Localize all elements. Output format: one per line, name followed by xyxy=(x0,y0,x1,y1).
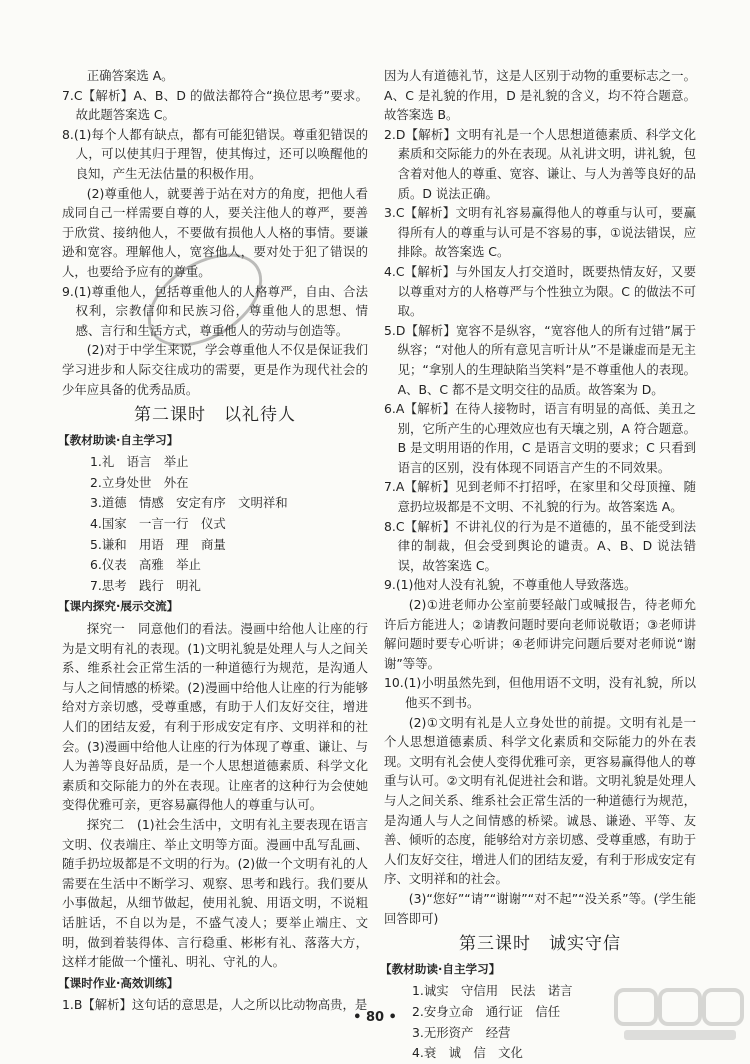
list-item: 1.礼 语言 举止 xyxy=(90,454,189,470)
answer-2: 2.D【解析】文明有礼是一个人思想道德素质、科学文化素质和交际能力的外在表现。从礼讲文明，讲礼貌，包含着对他人的尊重、宽容、谦让、与人为善等良好的品质。D 说法正确。 xyxy=(384,126,696,201)
answer-9-part2: (2)对于中学生来说，学会尊重他人不仅是保证我们学习进步和人际交往成功的需要，更是作为现代社会的少年应具备的优秀品质。 xyxy=(62,342,368,397)
right-continued-answer: 因为人有道德礼节，这是人区别于动物的重要标志之一。A、C 是礼貌的作用，D 是礼貌的含义，均不符合题意。故答案选 B。 xyxy=(384,68,696,123)
lesson-2-title: 第二课时 以礼待人 xyxy=(134,405,296,426)
answer-7: 7.C【解析】A、B、D 的做法都符合“换位思考”要求。故此题答案选 C。 xyxy=(62,87,368,123)
section-self-study: 【教材助读·自主学习】 xyxy=(58,432,179,447)
list-item: 1.诚实 守信用 民法 诺言 xyxy=(412,983,573,999)
self-study-list xyxy=(62,452,368,595)
list-item: 7.思考 践行 明礼 xyxy=(90,577,201,593)
right-column xyxy=(380,66,696,1064)
answer-1: 1.B【解析】这句话的意思是，人之所以比动物高贵，是 xyxy=(62,997,368,1013)
answer-5: 5.D【解析】宽容不是纵容，“宽容他人的所有过错”属于纵容；“对他人的所有意见言听计从”不是谦虚而是无主见；“拿别人的生理缺陷当笑料”是不尊重他人的表现。A、B、C 都不是文明交往的品质。故答案为 D。 xyxy=(384,322,696,397)
answer-8-part1: 8.(1)每个人都有缺点，都有可能犯错误。尊重犯错误的人，可以使其归于理智，使其悔过，还可以唤醒他的良知，产生无法估量的积极作用。 xyxy=(62,126,368,181)
inquiry-2: 探究二 (1)社会生活中，文明有礼主要表现在语言文明、仪表端庄、举止文明等方面。漫画中乱写乱画、随手扔垃圾都是不文明的行为。(2)做一个文明有礼的人需要在生活中不断学习、观察、思考和践行。我们要从小事做起，从细节做起，使用礼貌、用语文明，不说粗话脏话，不自以为是，不盛气凌人；要举止端庄、文明，做到着装得体、言行稳重、彬彬有礼、落落大方，这样才能做一个懂礼、明礼、守礼的人。 xyxy=(62,816,368,970)
list-item: 2.安身立命 通行证 信任 xyxy=(412,1003,561,1019)
section-homework: 【课时作业·高效训练】 xyxy=(58,975,179,990)
inquiry-1: 探究一 同意他们的看法。漫画中给他人让座的行为是文明有礼的表现。(1)文明礼貌是处理人与人之间关系、维系社会正常生活的一种道德行为规范，是沟通人与人之间情感的桥梁。(2)漫画中给他人让座的行为能够给对方亲切感，受尊重感，有助于人们友好交往，增进人们的团结友爱，有利于形成安定有序、文明祥和的社会。(3)漫画中给他人让座的行为体现了尊重、谦让、与人为善等良好品质，是一个人思想道德素质、科学文化素质和交际能力的外在表现。让座者的这种行为会使她变得优雅可亲，更容易赢得他人的尊重与认可。 xyxy=(62,621,368,813)
list-item: 2.立身处世 外在 xyxy=(90,474,189,490)
lesson-3-title: 第三课时 诚实守信 xyxy=(459,934,621,955)
answer-10-part1: 10.(1)小明虽然先到，但他用语不文明，没有礼貌，所以他买不到书。 xyxy=(384,675,696,710)
list-item: 4.国家 一言一行 仪式 xyxy=(90,516,226,532)
answer-10-part2: (2)①文明有礼是人立身处世的前提。文明有礼是一个人思想道德素质、科学文化素质和交际能力的外在表现。文明有礼会使人变得优雅可亲，更容易赢得他人的尊重与认可。②文明有礼促进社会和谐。文明礼貌是处理人与人之间关系、维系社会正常生活的一种道德行为规范，是沟通人与人之间情感的桥梁。诚恳、谦逊、平等、友善、倾听的态度，能够给对方亲切感、受尊重感，有助于人们友好交往，增进人们的团结友爱，有利于形成安定有序、文明祥和的社会。 xyxy=(384,714,696,887)
answer-4: 4.C【解析】与外国友人打交道时，既要热情友好，又要以尊重对方的人格尊严与个性独立为限。C 的做法不可取。 xyxy=(384,263,696,319)
list-item: 3.道德 情感 安定有序 文明祥和 xyxy=(90,495,288,511)
answer-10-part3: (3)“您好”“请”“谢谢”“对不起”“没关系”等。(学生能回答即可) xyxy=(384,890,696,926)
page-number: • 80 • xyxy=(353,1010,397,1025)
answer-9-part1: 9.(1)尊重他人，包括尊重他人的人格尊严，自由、合法权利，宗教信仰和民族习俗，尊重他人的思想、情感、言行和生活方式，尊重他人的劳动与创造等。 xyxy=(62,283,368,338)
answer-7-b: 7.A【解析】见到老师不打招呼，在家里和父母顶撞、随意扔垃圾都是不文明、不礼貌的行为。故答案选 A。 xyxy=(384,479,696,515)
answer-6: 6.A【解析】在待人接物时，语言有明显的高低、美丑之别，它所产生的心理效应也有天壤之别，A 符合题意。B 是文明用语的作用，C 是语言文明的要求；C 只看到语言的区别，没有体现不同语言产生的不同效果。 xyxy=(384,401,696,475)
section-self-study-2: 【教材助读·自主学习】 xyxy=(380,961,501,976)
answer-9-b-part2: (2)①进老师办公室前要轻敲门或喊报告，待老师允许后方能进人；②请教问题时要向老师说敬语；③老师讲解问题时要专心听讲；④老师讲完问题后要对老师说“谢谢”等等。 xyxy=(384,597,696,671)
answer-9-b-part1: 9.(1)他对人没有礼貌，不尊重他人导致落选。 xyxy=(384,577,637,593)
left-column xyxy=(58,66,368,1015)
list-item: 5.谦和 用语 理 商量 xyxy=(90,536,226,552)
answer-3: 3.C【解析】文明有礼容易赢得他人的尊重与认可，要赢得所有人的尊重与认可是不容易的事，①说法错误，应排除。故答案选 C。 xyxy=(384,205,696,260)
section-inquiry: 【课内探究·展示交流】 xyxy=(58,599,179,614)
list-item: 3.无形资产 经营 xyxy=(412,1024,511,1040)
answer-8-part2: (2)尊重他人，就要善于站在对方的角度，把他人看成同自己一样需要自尊的人，要关注他人的尊严，要善于欣赏、接纳他人，不要做有损他人人格的事情。要谦逊和宽容。理解他人，宽容他人，要对处于犯了错误的人，也要给予应有的尊重。 xyxy=(62,185,368,279)
answer-8-b: 8.C【解析】不讲礼仪的行为是不道德的，虽不能受到法律的制裁，但会受到舆论的谴责。A、B、D 说法错误，故答案选 C。 xyxy=(384,518,696,573)
left-continued-answer: 正确答案选 A。 xyxy=(86,68,174,83)
list-item: 4.衰 诚 信 文化 xyxy=(412,1045,523,1061)
list-item: 6.仪表 高雅 举止 xyxy=(90,557,201,573)
